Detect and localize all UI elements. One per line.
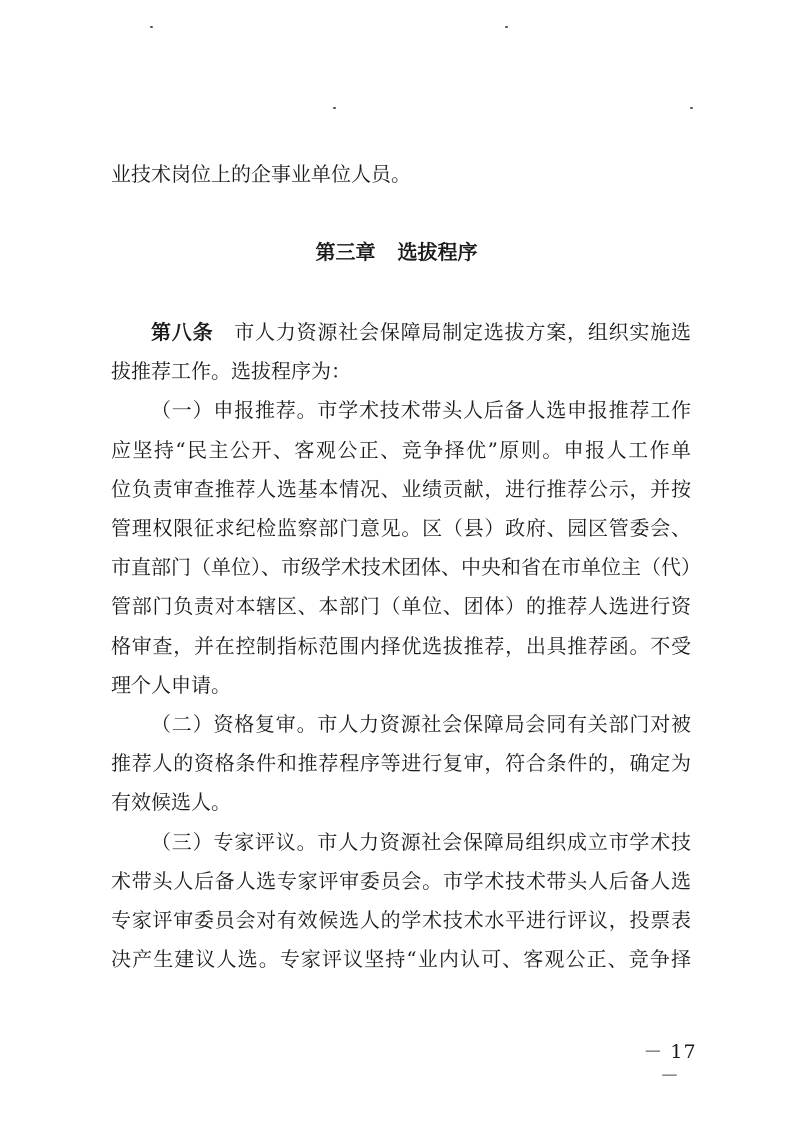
step-3-line: （三）专家评议。市人力资源社会保障局组织成立市学术技 [151,830,691,854]
chapter-heading [0,238,793,266]
scan-speck [150,26,153,28]
step-3-line: 专家评审委员会对有效候选人的学术技术水平进行评议，投票表 [111,908,691,932]
scan-speck [690,107,693,109]
chapter-title: 选拔程序 [397,240,478,264]
page-number: － 17 － [643,1041,697,1087]
step-1-line: 理个人申请。 [111,673,231,697]
scan-speck [505,26,508,28]
step-1-line: 市直部门（单位）、市级学术技术团体、中央和省在市单位主（代） [111,555,701,579]
step-1-line: 格审查，并在控制指标范围内择优选拔推荐，出具推荐函。不受 [111,634,691,658]
article-text: 市人力资源社会保障局制定选拔方案，组织实施选 [234,320,692,344]
step-2-line: 有效候选人。 [111,790,231,814]
scan-speck [333,107,336,109]
step-1-line: 管部门负责对本辖区、本部门（单位、团体）的推荐人选进行资 [111,594,691,618]
step-1-line: （一）申报推荐。市学术技术带头人后备人选申报推荐工作 [151,398,691,422]
article-line: 拔推荐工作。选拔程序为： [111,359,351,383]
step-3-line: 术带头人后备人选专家评审委员会。市学术技术带头人后备人选 [111,869,691,893]
step-1-line: 位负责审查推荐人选基本情况、业绩贡献，进行推荐公示，并按 [111,477,691,501]
article-label: 第八条 [151,320,214,344]
step-2-line: 推荐人的资格条件和推荐程序等进行复审，符合条件的，确定为 [111,751,691,775]
step-3-line: 决产生建议人选。专家评议坚持“业内认可、客观公正、竞争择 [111,947,691,971]
step-2-line: （二）资格复审。市人力资源社会保障局会同有关部门对被 [151,712,691,736]
step-1-line: 管理权限征求纪检监察部门意见。区（县）政府、园区管委会、 [111,516,691,540]
continuation-line: 业技术岗位上的企事业单位人员。 [111,162,411,186]
step-1-line: 应坚持“民主公开、客观公正、竞争择优”原则。申报人工作单 [111,438,691,462]
article-first-line [151,318,691,346]
chapter-number: 第三章 [315,240,376,264]
